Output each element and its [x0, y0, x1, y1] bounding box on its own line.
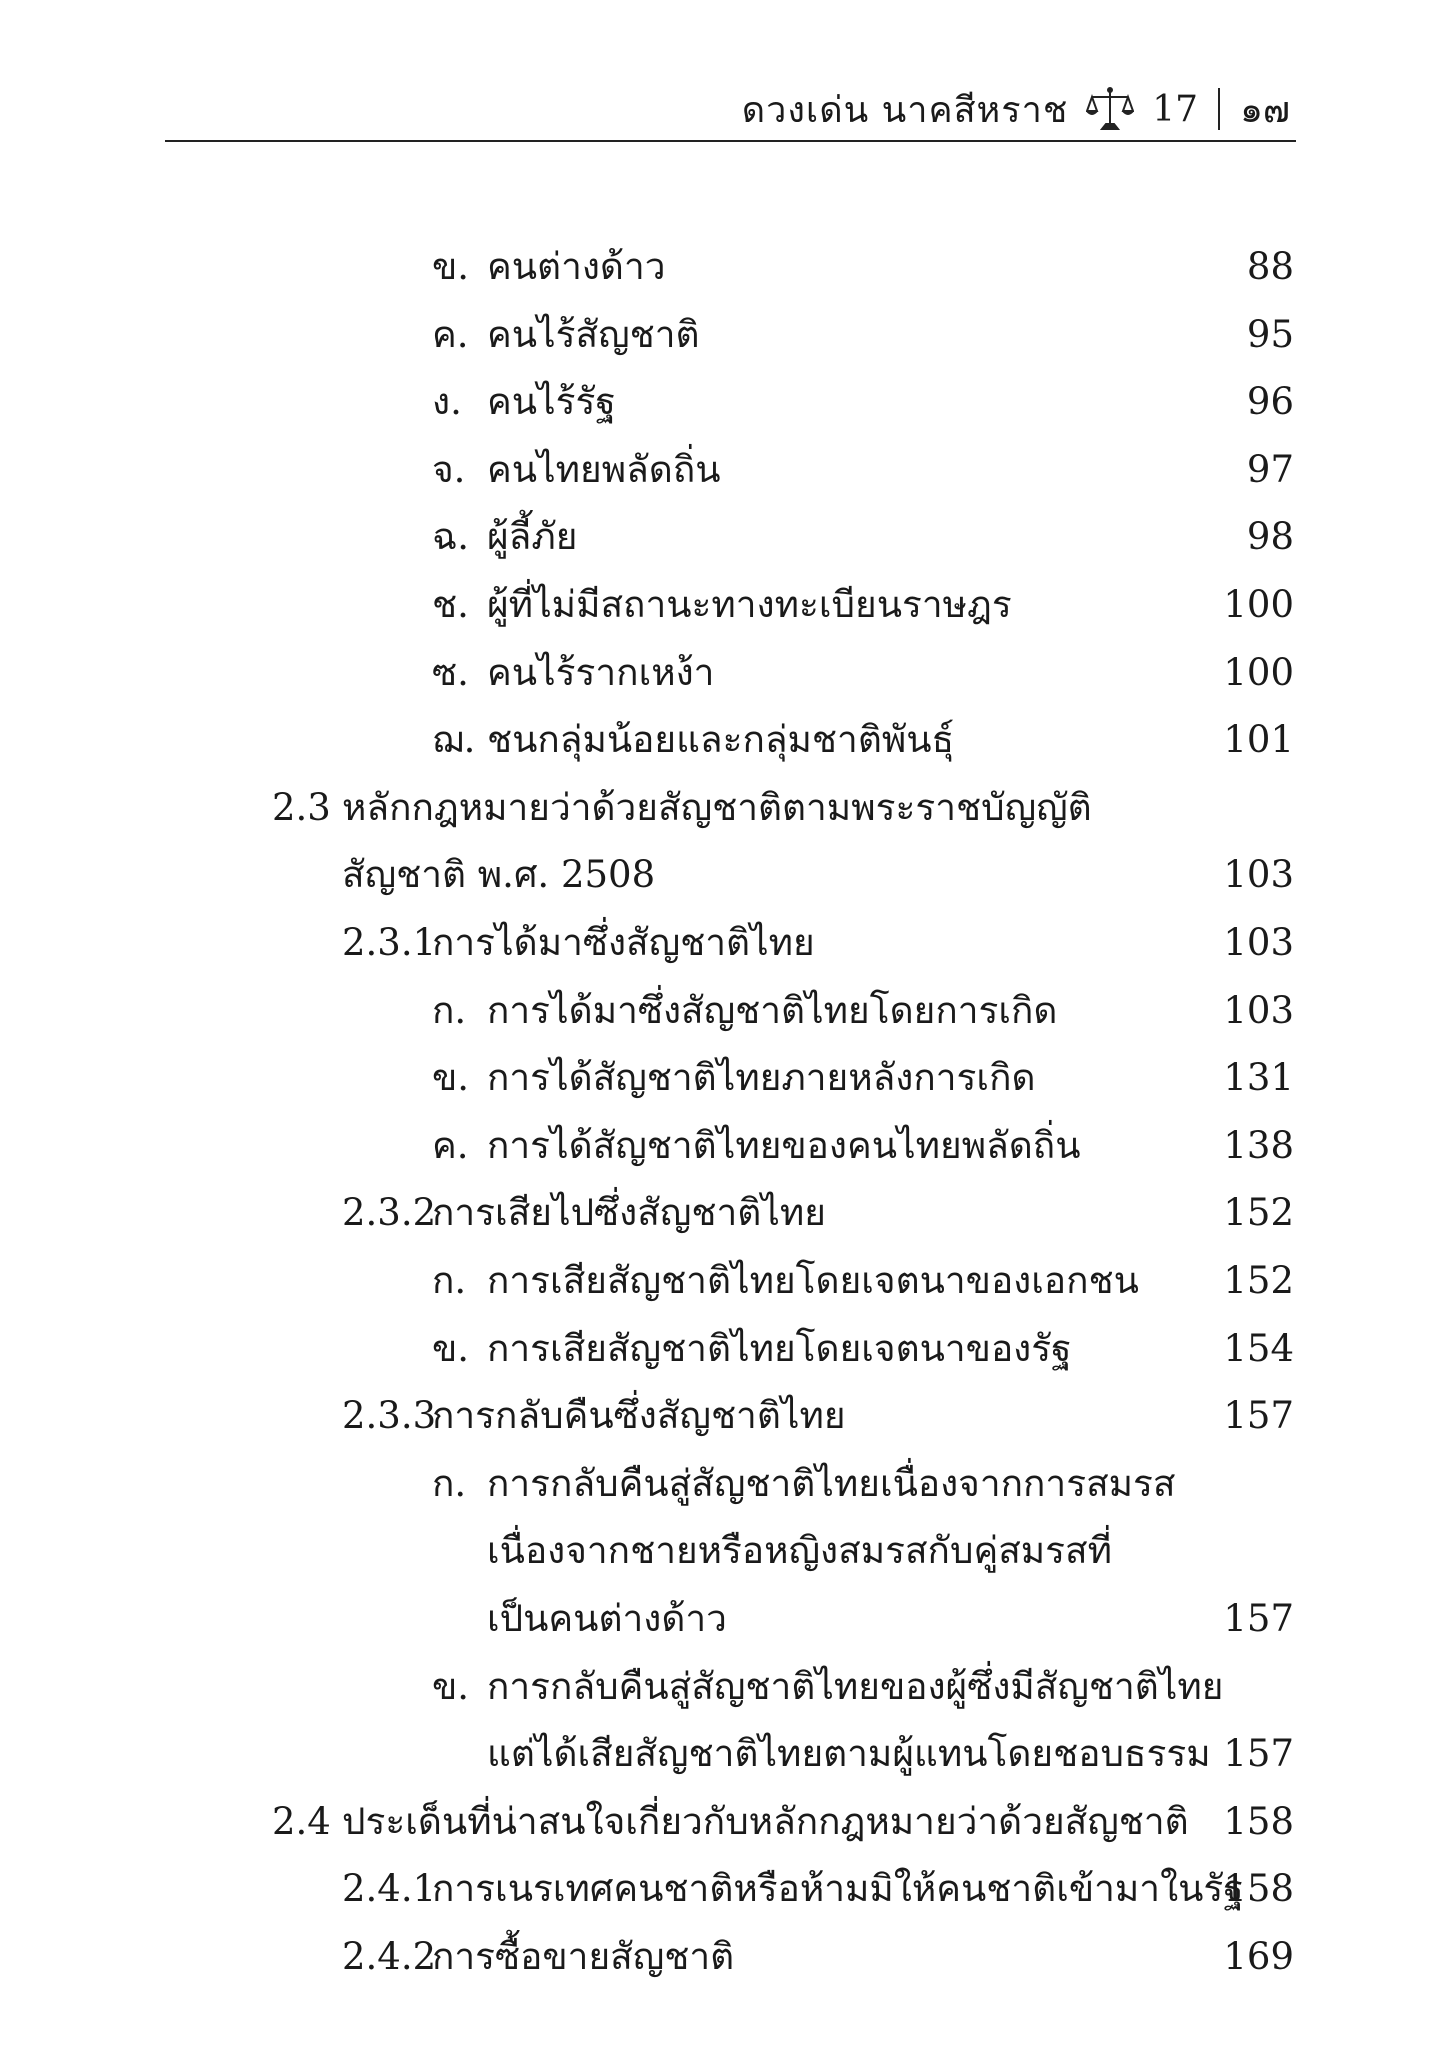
- toc-entry-page: 157: [1223, 1394, 1294, 1438]
- toc-entry-page: 154: [1223, 1326, 1294, 1370]
- toc-entry-title: การได้สัญชาติไทยภายหลังการเกิด: [487, 1056, 1036, 1100]
- header-rule: [165, 140, 1296, 142]
- toc-entry-page: 152: [1223, 1259, 1294, 1302]
- toc-entry-number: ข.: [432, 245, 470, 288]
- page-number-thai: ๑๗: [1240, 89, 1290, 131]
- toc-entry: [0, 845, 1448, 905]
- scales-of-justice-icon: [1086, 87, 1134, 131]
- toc-entry: [0, 1386, 1448, 1446]
- toc-entry-number: 2.3.3: [342, 1394, 437, 1438]
- toc-entry-page: 152: [1223, 1191, 1294, 1235]
- toc-entry-number: ก.: [432, 1259, 467, 1302]
- toc-entry-number: 2.3.2: [342, 1191, 437, 1235]
- header-separator: [1218, 88, 1220, 130]
- toc-entry-title: คนไทยพลัดถิ่น: [487, 447, 721, 491]
- toc-entry-page: 169: [1223, 1935, 1294, 1978]
- toc-entry-title: สัญชาติ พ.ศ. 2508: [342, 853, 656, 897]
- toc-entry-number: 2.3.1: [342, 921, 437, 964]
- toc-entry: [0, 1454, 1448, 1514]
- toc-entry-page: 100: [1223, 650, 1294, 694]
- toc-entry-title: ประเด็นที่น่าสนใจเกี่ยวกับหลักกฎหมายว่าด้วยสัญชาติ: [342, 1799, 1189, 1843]
- toc-entry-number: 2.3: [272, 785, 331, 829]
- toc-entry-page: 95: [1246, 312, 1294, 356]
- toc-entry-page: 97: [1246, 447, 1294, 491]
- toc-entry-number: จ.: [432, 447, 466, 491]
- toc-entry-number: ข.: [432, 1326, 470, 1370]
- toc-entry-page: 103: [1223, 921, 1294, 964]
- toc-entry: [0, 1048, 1448, 1108]
- toc-entry-number: ค.: [432, 1123, 469, 1167]
- running-header: [742, 84, 1290, 134]
- toc-entry-page: 158: [1223, 1867, 1294, 1911]
- toc-entry-page: 88: [1246, 245, 1294, 288]
- toc-entry-title: การกลับคืนสู่สัญชาติไทยเนื่องจากการสมรส: [487, 1461, 1176, 1505]
- toc-entry-number: ค.: [432, 312, 469, 356]
- toc-entry: [0, 1589, 1448, 1649]
- toc-entry-title: การได้มาซึ่งสัญชาติไทยโดยการเกิด: [487, 988, 1058, 1032]
- toc-entry: [0, 643, 1448, 703]
- toc-entry-title: คนไร้สัญชาติ: [487, 312, 700, 356]
- toc-entry-page: 138: [1223, 1123, 1294, 1167]
- toc-entry-title: เนื่องจากชายหรือหญิงสมรสกับคู่สมรสที่: [487, 1529, 1113, 1573]
- toc-entry-number: ง.: [432, 380, 462, 424]
- toc-entry-title: การเสียไปซึ่งสัญชาติไทย: [432, 1191, 826, 1235]
- toc-entry-number: ฌ.: [432, 718, 476, 762]
- toc-entry: [0, 1859, 1448, 1919]
- toc-entry-page: 98: [1246, 515, 1294, 559]
- toc-entry-number: ฉ.: [432, 515, 469, 559]
- toc-entry: [0, 1319, 1448, 1379]
- toc-entry-number: ช.: [432, 583, 469, 626]
- toc-entry-number: 2.4.1: [342, 1867, 437, 1911]
- toc-entry-title: ผู้ที่ไม่มีสถานะทางทะเบียนราษฎร: [487, 583, 1012, 626]
- toc-entry-title: การกลับคืนสู่สัญชาติไทยของผู้ซึ่งมีสัญชาติไทย: [487, 1664, 1224, 1708]
- toc-entry-number: 2.4.2: [342, 1935, 437, 1978]
- toc-entry: [0, 1927, 1448, 1987]
- toc-entry: [0, 1521, 1448, 1581]
- toc-entry-number: ซ.: [432, 650, 469, 694]
- toc-entry: [0, 913, 1448, 973]
- toc-entry-title: การได้มาซึ่งสัญชาติไทย: [432, 921, 815, 964]
- toc-entry-page: 157: [1223, 1732, 1294, 1776]
- toc-entry-page: 131: [1223, 1056, 1294, 1100]
- toc-entry-number: 2.4: [272, 1799, 331, 1843]
- toc-entry-page: 103: [1223, 988, 1294, 1032]
- toc-entry-page: 103: [1223, 853, 1294, 897]
- toc-entry-title: คนต่างด้าว: [487, 245, 666, 288]
- toc-entry-title: แต่ได้เสียสัญชาติไทยตามผู้แทนโดยชอบธรรม: [487, 1732, 1211, 1776]
- toc-entry: [0, 507, 1448, 567]
- toc-entry: [0, 778, 1448, 838]
- toc-entry-title: การได้สัญชาติไทยของคนไทยพลัดถิ่น: [487, 1123, 1081, 1167]
- toc-entry: [0, 981, 1448, 1041]
- toc-entry: [0, 305, 1448, 365]
- toc-entry: [0, 1657, 1448, 1717]
- toc-entry-number: ก.: [432, 1461, 467, 1505]
- toc-entry: [0, 1792, 1448, 1852]
- toc-entry: [0, 372, 1448, 432]
- toc-entry-title: การเสียสัญชาติไทยโดยเจตนาของเอกชน: [487, 1259, 1139, 1302]
- toc-entry-title: การกลับคืนซึ่งสัญชาติไทย: [432, 1394, 846, 1438]
- toc-entry: [0, 1116, 1448, 1176]
- toc-entry-page: 101: [1223, 718, 1294, 762]
- toc-entry-title: คนไร้รากเหง้า: [487, 650, 715, 694]
- toc-entry: [0, 1251, 1448, 1311]
- toc-entry-title: คนไร้รัฐ: [487, 380, 616, 424]
- toc-entry: [0, 1183, 1448, 1243]
- toc-entry: [0, 1724, 1448, 1784]
- toc-entry-number: ข.: [432, 1056, 470, 1100]
- toc-entry: [0, 575, 1448, 635]
- toc-entry: [0, 237, 1448, 297]
- toc-entry-title: การเนรเทศคนชาติหรือห้ามมิให้คนชาติเข้ามาในรัฐ: [432, 1867, 1244, 1911]
- toc-entry-title: การซื้อขายสัญชาติ: [432, 1935, 735, 1978]
- toc-entry: [0, 440, 1448, 500]
- toc-entry-title: การเสียสัญชาติไทยโดยเจตนาของรัฐ: [487, 1326, 1072, 1370]
- toc-entry-title: หลักกฎหมายว่าด้วยสัญชาติตามพระราชบัญญัติ: [342, 785, 1092, 829]
- toc-entry-page: 157: [1223, 1597, 1294, 1640]
- toc-entry-title: ชนกลุ่มน้อยและกลุ่มชาติพันธุ์: [487, 718, 955, 762]
- page-number-arabic: 17: [1152, 88, 1199, 130]
- toc-entry-number: ข.: [432, 1664, 470, 1708]
- toc-entry-title: ผู้ลี้ภัย: [487, 515, 578, 559]
- toc-entry-title: เป็นคนต่างด้าว: [487, 1597, 727, 1640]
- toc-entry-number: ก.: [432, 988, 467, 1032]
- toc-entry-page: 158: [1223, 1799, 1294, 1843]
- toc-entry-page: 100: [1223, 583, 1294, 626]
- author-name: ดวงเด่น นาคสีหราช: [741, 89, 1069, 131]
- toc-entry: [0, 710, 1448, 770]
- toc-entry-page: 96: [1246, 380, 1294, 424]
